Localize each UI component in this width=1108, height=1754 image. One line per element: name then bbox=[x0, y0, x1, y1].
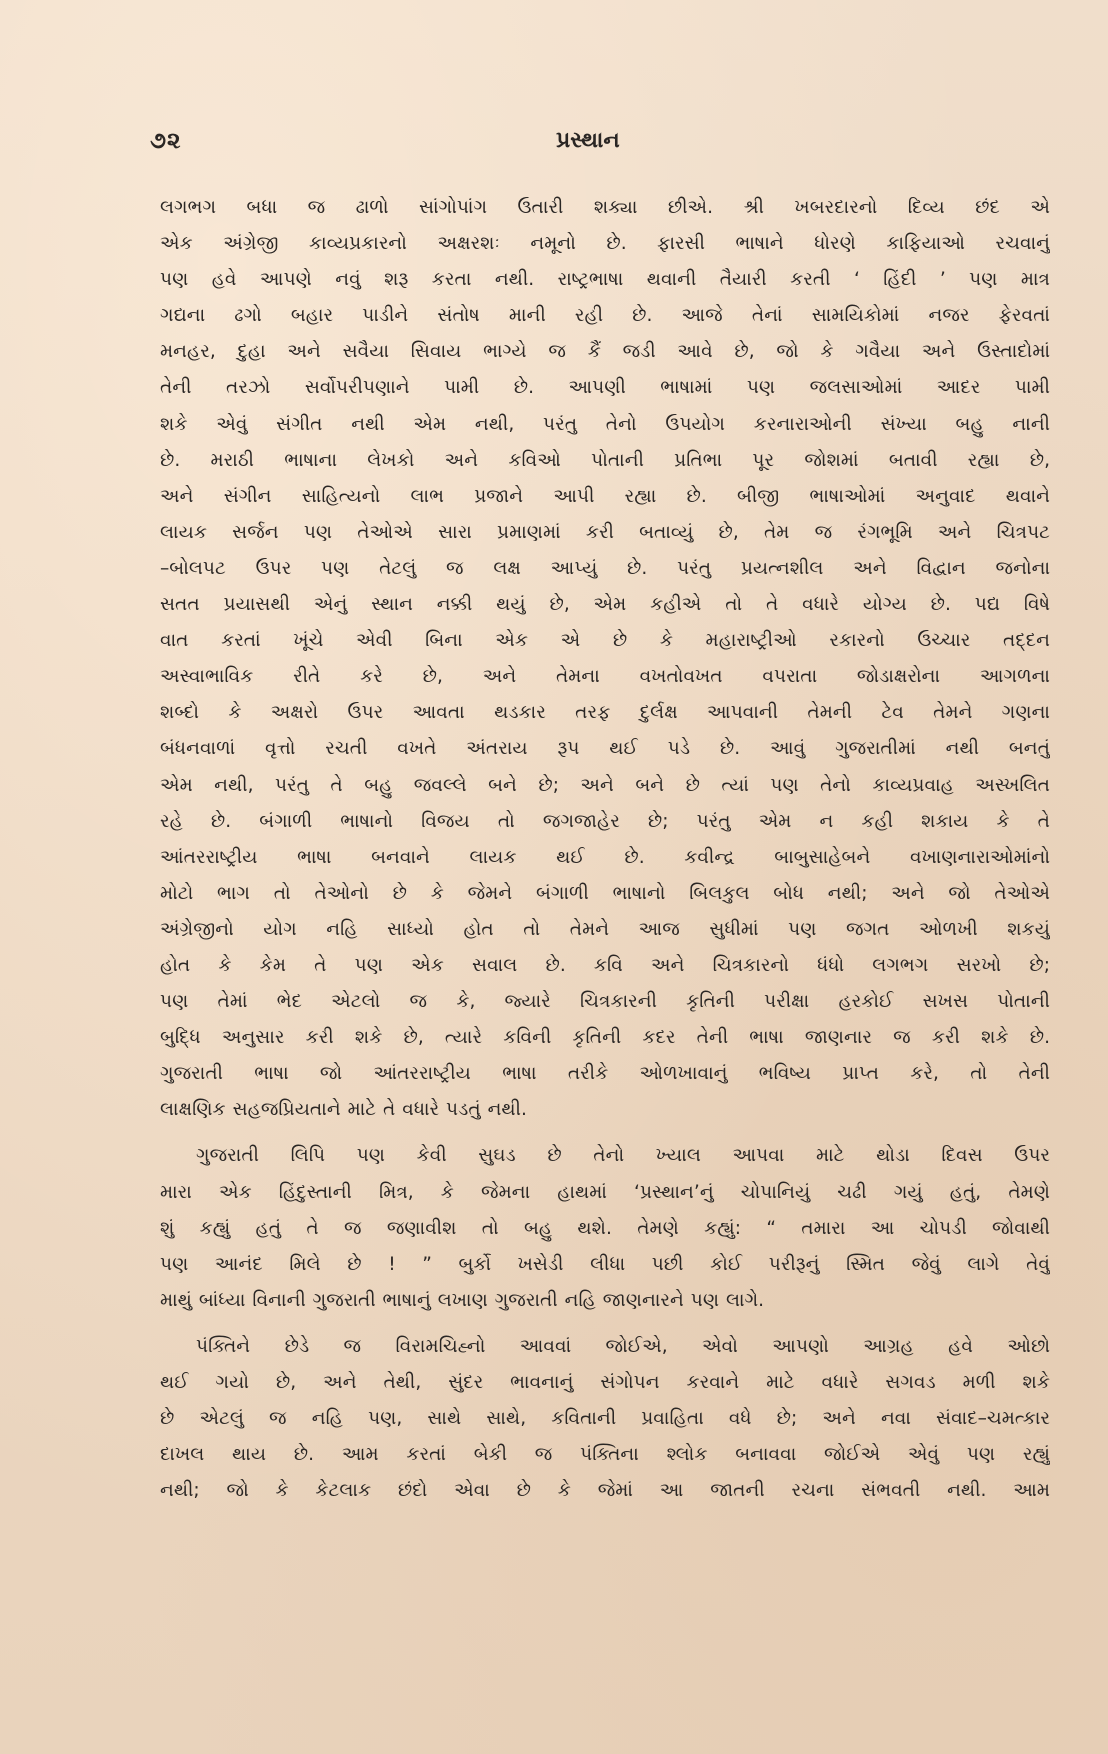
text-line: પણ આનંદ મિલે છે ! ” બુર્કો ખસેડી લીધા પછી કોઈ પરીરૂનું સ્મિત જેવું લાગે તેવું bbox=[160, 1253, 1050, 1275]
text-line: બંધનવાળાં વૃત્તો રચતી વખતે અંતરાય રૂપ થઈ પડે છે. આવું ગુજરાતીમાં નથી બનતું bbox=[160, 738, 1050, 760]
page-header bbox=[150, 128, 1050, 164]
text-line: ગુજરાતી લિપિ પણ કેવી સુઘડ છે તેનો ખ્યાલ આપવા માટે થોડા દિવસ ઉપર bbox=[196, 1145, 1050, 1167]
text-line: શબ્દો કે અક્ષરો ઉપર આવતા થડકાર તરફ દુર્લક્ષ આપવાની તેમની ટેવ તેમને ગણના bbox=[160, 702, 1050, 724]
text-line: અસ્વાભાવિક રીતે કરે છે, અને તેમના વખતોવખત વપરાતા જોડાક્ષરોના આગળના bbox=[160, 666, 1050, 688]
text-line: પંક્તિને છેડે જ વિરામચિહ્નો આવવાં જોઈએ, એવો આપણો આગ્રહ હવે ઓછો bbox=[196, 1335, 1050, 1357]
text-line: અંગ્રેજીનો યોગ નહિ સાધ્યો હોત તો તેમને આજ સુધીમાં પણ જગત ઓળખી શકયું bbox=[160, 918, 1050, 940]
text-line: એમ નથી, પરંતુ તે બહુ જવલ્લે બને છે; અને બને છે ત્યાં પણ તેનો કાવ્યપ્રવાહ અસ્ખલિત bbox=[160, 774, 1050, 796]
text-line: લગભગ બધા જ ઢાળો સાંગોપાંગ ઉતારી શક્યા છીએ. શ્રી ખબરદારનો દિવ્ય છંદ એ bbox=[160, 197, 1050, 218]
text-line: થઈ ગયો છે, અને તેથી, સુંદર ભાવનાનું સંગોપન કરવાને માટે વધારે સગવડ મળી શકે bbox=[160, 1372, 1050, 1393]
text-line: તેની તરઝો સર્વોપરીપણાને પામી છે. આપણી ભાષામાં પણ જલસાઓમાં આદર પામી bbox=[160, 377, 1050, 399]
text-line: શકે એવું સંગીત નથી એમ નથી, પરંતુ તેનો ઉપયોગ કરનારાઓની સંખ્યા બહુ નાની bbox=[160, 413, 1050, 435]
text-line: ગુજરાતી ભાષા જો આંતરરાષ્ટ્રીય ભાષા તરીકે ઓળખાવાનું ભવિષ્ય પ્રાપ્ત કરે, તો તેની bbox=[160, 1063, 1050, 1085]
text-line: વાત કરતાં ખૂંચે એવી બિના એક એ છે કે મહારાષ્ટ્રીઓ રકારનો ઉચ્ચાર તદ્દન bbox=[160, 630, 1050, 652]
text-line: બુદ્ધિ અનુસાર કરી શકે છે, ત્યારે કવિની કૃતિની કદર તેની ભાષા જાણનાર જ કરી શકે છે. bbox=[160, 1027, 1050, 1049]
text-line: માથું બાંધ્યા વિનાની ગુજરાતી ભાષાનું લખાણ ગુજરાતી નહિ જાણનારને પણ લાગે. bbox=[160, 1289, 765, 1311]
text-line: મોટો ભાગ તો તેઓનો છે કે જેમને બંગાળી ભાષાનો બિલકુલ બોધ નથી; અને જો તેઓએ bbox=[160, 882, 1050, 904]
text-line: હોત કે કેમ તે પણ એક સવાલ છે. કવિ અને ચિત્રકારનો ધંધો લગભગ સરખો છે; bbox=[160, 954, 1050, 976]
text-line: –બોલપટ ઉપર પણ તેટલું જ લક્ષ આપ્યું છે. પરંતુ પ્રયત્નશીલ અને વિદ્વાન જનોના bbox=[160, 557, 1050, 579]
text-line: શું કહ્યું હતું તે જ જણાવીશ તો બહુ થશે. તેમણે કહ્યું: “ તમારા આ ચોપડી જોવાથી bbox=[160, 1217, 1050, 1239]
text-line: અને સંગીન સાહિત્યનો લાભ પ્રજાને આપી રહ્યા છે. બીજી ભાષાઓમાં અનુવાદ થવાને bbox=[160, 485, 1050, 507]
text-line: છે એટલું જ નહિ પણ, સાથે સાથે, કવિતાની પ્રવાહિતા વધે છે; અને નવા સંવાદ–ચમત્કાર bbox=[160, 1408, 1050, 1430]
text-line: નથી; જો કે કેટલાક છંદો એવા છે કે જેમાં આ જાતની રચના સંભવતી નથી. આમ bbox=[160, 1480, 1050, 1502]
text-line: ગદ્યના ઢગો બહાર પાડીને સંતોષ માની રહી છે. આજે તેનાં સામયિકોમાં નજર ફેરવતાં bbox=[160, 305, 1050, 327]
text-line: પણ તેમાં ભેદ એટલો જ કે, જ્યારે ચિત્રકારની કૃતિની પરીક્ષા હરકોઈ સખસ પોતાની bbox=[160, 991, 1050, 1013]
text-line: પણ હવે આપણે નવું શરૂ કરતા નથી. રાષ્ટ્રભાષા થવાની તૈયારી કરતી ‘ હિંદી ’ પણ માત્ર bbox=[160, 269, 1050, 291]
paragraph bbox=[160, 1138, 1050, 1318]
text-line: છે. મરાઠી ભાષાના લેખકો અને કવિઓ પોતાની પ્રતિભા પૂર જોશમાં બતાવી રહ્યા છે, bbox=[160, 449, 1050, 471]
text-line: સતત પ્રયાસથી એનું સ્થાન નક્કી થયું છે, એમ કહીએ તો તે વધારે યોગ્ય છે. પદ્ય વિષે bbox=[160, 594, 1050, 616]
text-line: એક અંગ્રેજી કાવ્યપ્રકારનો અક્ષરશઃ નમૂનો છે. ફારસી ભાષાને ધોરણે કાફિયાઓ રચવાનું bbox=[160, 233, 1050, 255]
body-text bbox=[160, 190, 1050, 1509]
text-line: આંતરરાષ્ટ્રીય ભાષા બનવાને લાયક થઈ છે. કવીન્દ્ર બાબુસાહેબને વખાણનારાઓમાંનો bbox=[160, 846, 1050, 868]
paragraph bbox=[160, 190, 1050, 1128]
text-line: મારા એક હિંદુસ્તાની મિત્ર, કે જેમના હાથમાં ‘પ્રસ્થાન’નું ચોપાનિયું ચઢી ગયું હતું, તેમણે bbox=[160, 1181, 1050, 1203]
running-title: પ્રસ્થાન bbox=[556, 128, 620, 153]
text-line: દાખલ થાય છે. આમ કરતાં બેકી જ પંક્તિના શ્લોક બનાવવા જોઈએ એવું પણ રહ્યું bbox=[160, 1444, 1050, 1466]
text-line: રહે છે. બંગાળી ભાષાનો વિજય તો જગજાહેર છે; પરંતુ એમ ન કહી શકાય કે તે bbox=[160, 810, 1050, 832]
paragraph bbox=[160, 1329, 1050, 1509]
text-line: લાયક સર્જન પણ તેઓએ સારા પ્રમાણમાં કરી બતાવ્યું છે, તેમ જ રંગભૂમિ અને ચિત્રપટ bbox=[160, 521, 1050, 543]
text-line: મનહર, દુહા અને સવૈયા સિવાય ભાગ્યે જ કૈં જડી આવે છે, જો કે ગવૈયા અને ઉસ્તાદોમાં bbox=[160, 341, 1050, 363]
text-line: લાક્ષણિક સહજપ્રિયતાને માટે તે વધારે પડતું નથી. bbox=[160, 1099, 527, 1121]
page-number: ૭૨ bbox=[150, 128, 182, 154]
